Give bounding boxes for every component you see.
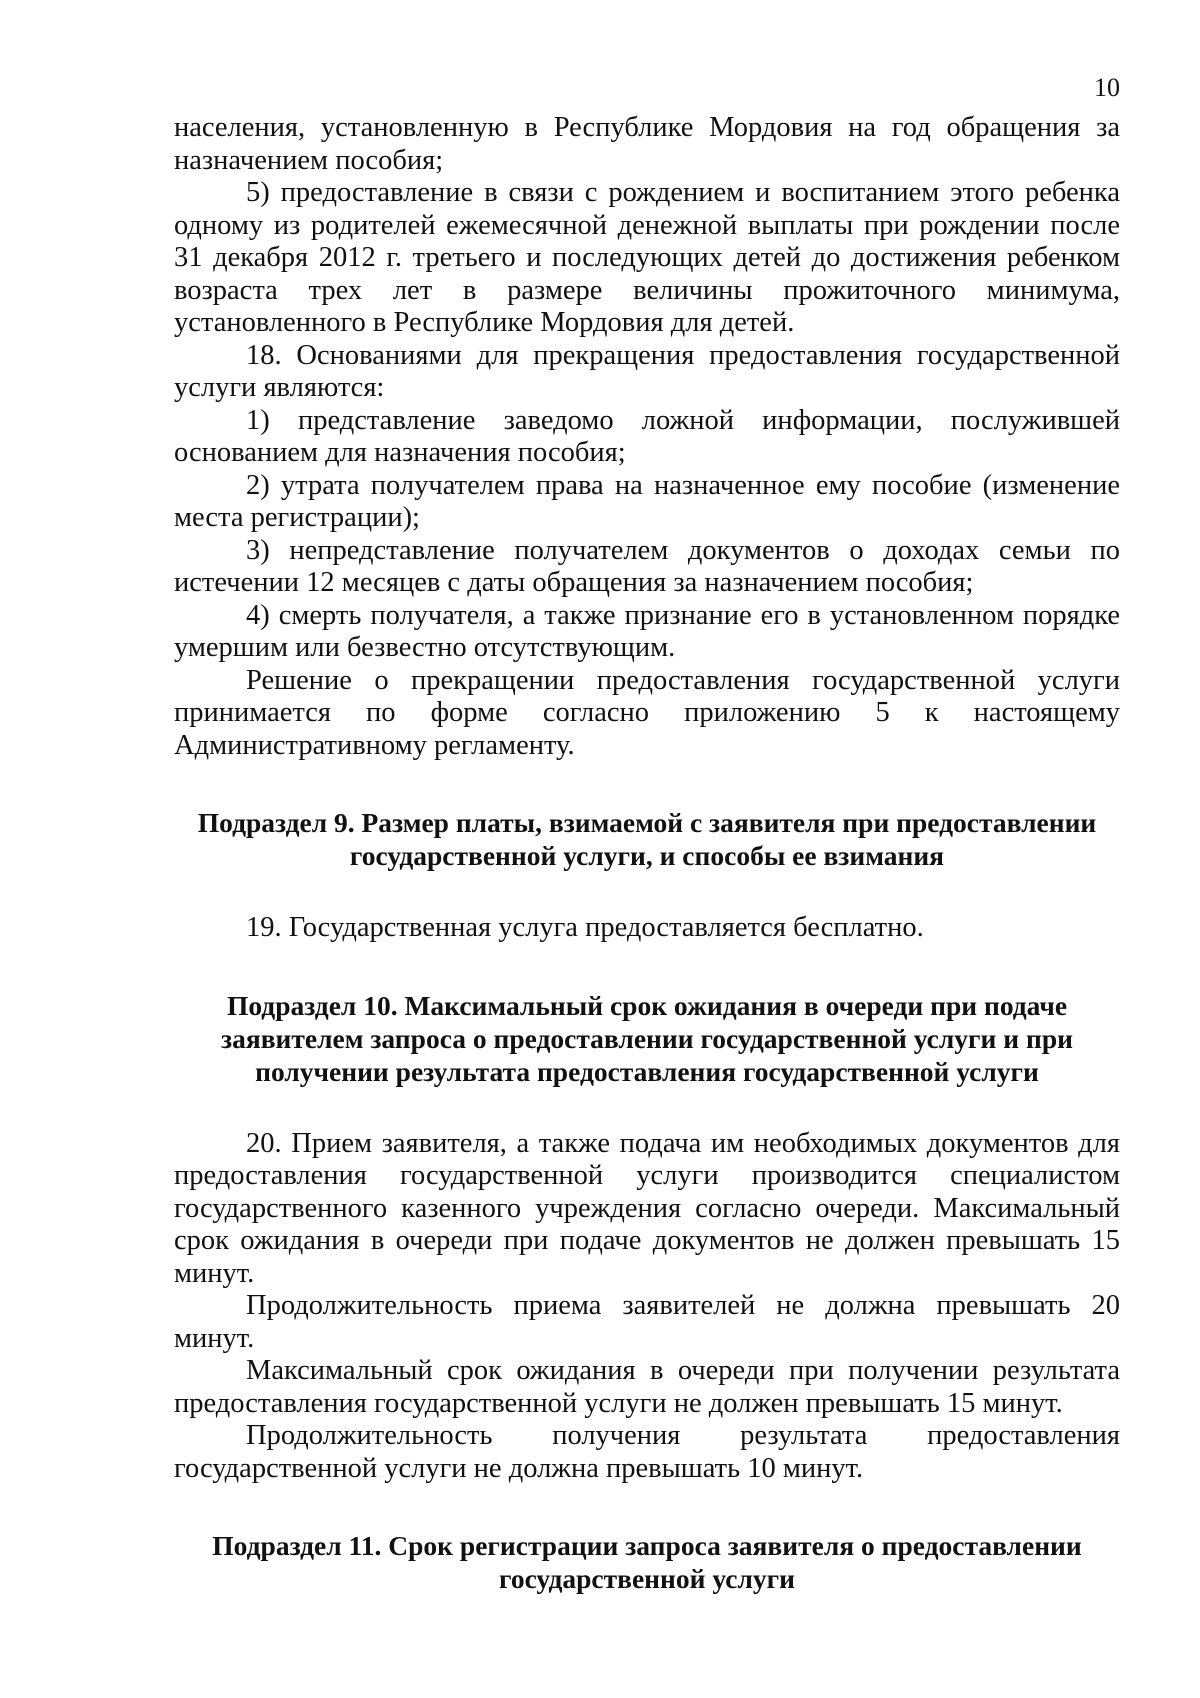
page-number: 10 xyxy=(1094,73,1120,102)
subsection-11-heading-line-1: Подраздел 11. Срок регистрации запроса заявителя о предоставлении xyxy=(212,1530,1082,1561)
paragraph-18-item-1: 1) представление заведомо ложной информации, послужившей основанием для назначения пособия; xyxy=(174,404,1120,468)
subsection-9-heading xyxy=(174,806,1120,872)
subsection-11-heading xyxy=(174,1529,1120,1595)
paragraph-18: 18. Основаниями для прекращения предоставления государственной услуги являются: xyxy=(174,339,1120,403)
subsection-9-heading-line-2: государственной услуги, и способы ее взимания xyxy=(349,840,945,871)
paragraph-18-item-2: 2) утрата получателем права на назначенное ему пособие (изменение места регистрации); xyxy=(174,469,1120,533)
paragraph-continuation: населения, установленную в Республике Мордовия на год обращения за назначением пособия; xyxy=(174,112,1120,176)
paragraph-18-item-3: 3) непредставление получателем документов о доходах семьи по истечении 12 месяцев с даты обращения за назначением пособия; xyxy=(174,534,1120,598)
subsection-10-heading xyxy=(174,989,1120,1088)
subsection-10-heading-line-2: заявителем запроса о предоставлении государственной услуги и при xyxy=(221,1022,1073,1054)
document-body xyxy=(174,112,1120,1595)
paragraph-20: 20. Прием заявителя, а также подача им необходимых документов для предоставления государственной услуги производится специалистом государственного казенного учреждения согласно очереди. Максимальный срок ожидания в очереди при подаче документов не должен превышать 15 минут. xyxy=(174,1127,1120,1289)
paragraph-item-5: 5) предоставление в связи с рождением и воспитанием этого ребенка одному из родителей ежемесячной денежной выплаты при рождении после 31 декабря 2012 г. третьего и последующих детей до достижения ребенком возраста трех лет в размере величины прожиточного минимума, установленного в Республике Мордовия для детей. xyxy=(174,177,1120,338)
paragraph-20-duration: Продолжительность приема заявителей не должна превышать 20 минут. xyxy=(174,1290,1120,1354)
subsection-10-heading-line-1: Подраздел 10. Максимальный срок ожидания в очереди при подаче xyxy=(226,989,1068,1021)
subsection-10-heading-line-3: получении результата предоставления государственной услуги xyxy=(255,1055,1039,1087)
subsection-11-heading-line-2: государственной услуги xyxy=(499,1563,795,1594)
paragraph-20-result-duration: Продолжительность получения результата предоставления государственной услуги не должна превышать 10 минут. xyxy=(174,1420,1120,1484)
paragraph-19: 19. Государственная услуга предоставляется бесплатно. xyxy=(246,912,924,943)
paragraph-decision: Решение о прекращении предоставления государственной услуги принимается по форме согласно приложению 5 к настоящему Административному регламенту. xyxy=(174,664,1120,761)
subsection-9-heading-line-1: Подраздел 9. Размер платы, взимаемой с заявителя при предоставлении xyxy=(197,807,1097,838)
paragraph-20-max-wait: Максимальный срок ожидания в очереди при получении результата предоставления государственной услуги не должен превышать 15 минут. xyxy=(174,1355,1120,1419)
paragraph-18-item-4: 4) смерть получателя, а также признание его в установленном порядке умершим или безвестно отсутствующим. xyxy=(174,599,1120,663)
